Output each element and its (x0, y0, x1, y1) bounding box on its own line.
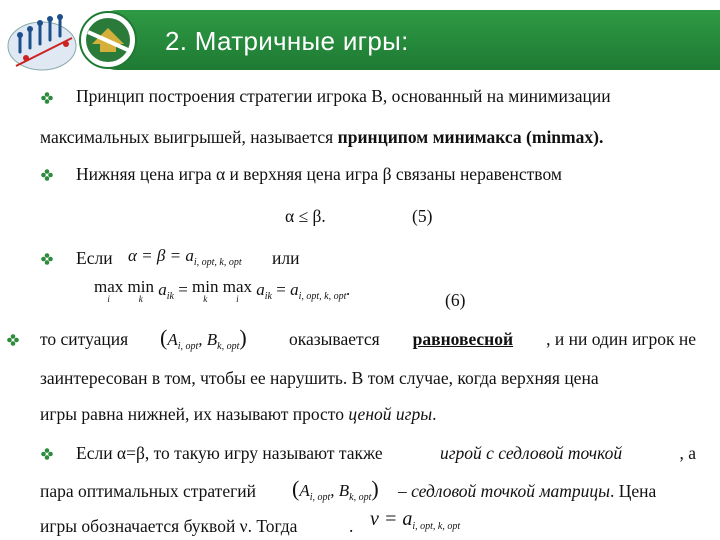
diamond-bullet-icon (41, 448, 53, 460)
equals-sign-2: = (276, 279, 286, 299)
university-emblem-icon (78, 10, 138, 70)
slide-title: 2. Матричные игры: (165, 26, 409, 56)
a-opt-sub: i, opt, k, opt (298, 290, 347, 302)
a-element: a (158, 279, 167, 299)
p1-line2-text: максимальных выигрышей, называется (40, 127, 338, 147)
min-index: k (138, 294, 143, 304)
p4-mid: оказывается (289, 329, 380, 349)
min-op: min (127, 277, 154, 296)
p1-line2 (40, 127, 603, 148)
p4-rest: , и ни один игрок не (546, 329, 696, 349)
opt-pair-b: B (338, 481, 350, 500)
max-index: i (107, 294, 110, 304)
diamond-bullet-icon (41, 253, 53, 265)
p5-line2-rest (398, 481, 656, 502)
max-op-2: max (222, 277, 253, 296)
slide-header (0, 0, 720, 80)
p4-line3-dot: . (432, 404, 437, 424)
p5-dash: – (398, 481, 412, 501)
p2-text: Нижняя цена игра α и верхняя цена игра β связаны неравенством (76, 164, 562, 184)
ili-word: или (272, 248, 300, 268)
alpha-beta-sub: i, opt, k, opt (193, 257, 242, 268)
diamond-bullet-icon (41, 92, 53, 104)
esli-word: Если (76, 248, 113, 268)
pair-b: B (206, 330, 218, 349)
alpha-beta-lhs: α = β = a (128, 246, 194, 265)
min-op-2: min (192, 277, 219, 296)
a-element-2: a (256, 279, 265, 299)
equals-sign: = (178, 279, 188, 299)
p4-line3 (40, 404, 436, 425)
inequality-formula: α ≤ β. (285, 206, 326, 226)
nu-formula (370, 508, 460, 532)
opt-pair-a: A (299, 481, 310, 500)
pair-a: A (167, 330, 178, 349)
p4-line2: заинтересован в том, чтобы ее нарушить. В том случае, когда верхняя цена (40, 368, 599, 388)
a-opt: a (290, 279, 299, 299)
p5-line1-end: , а (679, 443, 696, 463)
pair-b-sub: k, opt (217, 341, 240, 352)
equation-number-6: (6) (445, 290, 466, 310)
nu-sub: i, opt, k, opt (412, 521, 461, 532)
p4-line3-text: игры равна нижней, их называют просто (40, 404, 349, 424)
p5-line3-dot: . (349, 516, 354, 536)
saddle-point-term: игрой с седловой точкой (439, 443, 623, 463)
p5-line2-end: . Цена (610, 481, 657, 501)
p4-prefix: то ситуация (40, 329, 129, 349)
people-logo-icon (6, 8, 82, 74)
opt-pair-b-sub: k, opt (349, 492, 372, 503)
saddle-matrix-term: седловой точкой матрицы (411, 481, 611, 501)
p4-line1-rest (289, 329, 696, 350)
diamond-bullet-icon (7, 334, 19, 346)
pair-a-sub: i, opt (177, 341, 199, 352)
maxmin-formula (94, 278, 351, 304)
opt-pair-a-sub: i, opt (309, 492, 331, 503)
p1-line1: Принцип построения стратегии игрока B, основанный на минимизации (76, 86, 611, 106)
equilibrium-term: равновесной (412, 329, 514, 349)
diamond-bullet-icon (41, 169, 53, 181)
situation-pair-formula: ($A_{i, opt}$, $B_{k, opt}$) (160, 325, 247, 352)
game-value-term: ценой игры (348, 404, 433, 424)
formula-dot: . (346, 279, 351, 299)
ik-sub-2: ik (264, 290, 272, 302)
p5-line3: игры обозначается буквой ν. Тогда (40, 516, 298, 536)
equation-number-5: (5) (412, 206, 433, 226)
p5-line1-text: Если α=β, то такую игру называют также (76, 443, 383, 463)
max-index-2: i (236, 294, 239, 304)
ik-sub: ik (166, 290, 174, 302)
alpha-beta-formula (128, 246, 242, 268)
p5-line2-a: пара оптимальных стратегий (40, 481, 257, 501)
minmax-term: принципом минимакса (minmax). (337, 127, 604, 147)
optimal-pair-formula: ($A_{i, opt}$, $B_{k, opt}$) (292, 476, 379, 503)
nu-lhs: ν = a (370, 508, 413, 530)
max-op: max (94, 277, 124, 296)
min-index-2: k (203, 294, 208, 304)
p5-line1 (76, 443, 696, 464)
